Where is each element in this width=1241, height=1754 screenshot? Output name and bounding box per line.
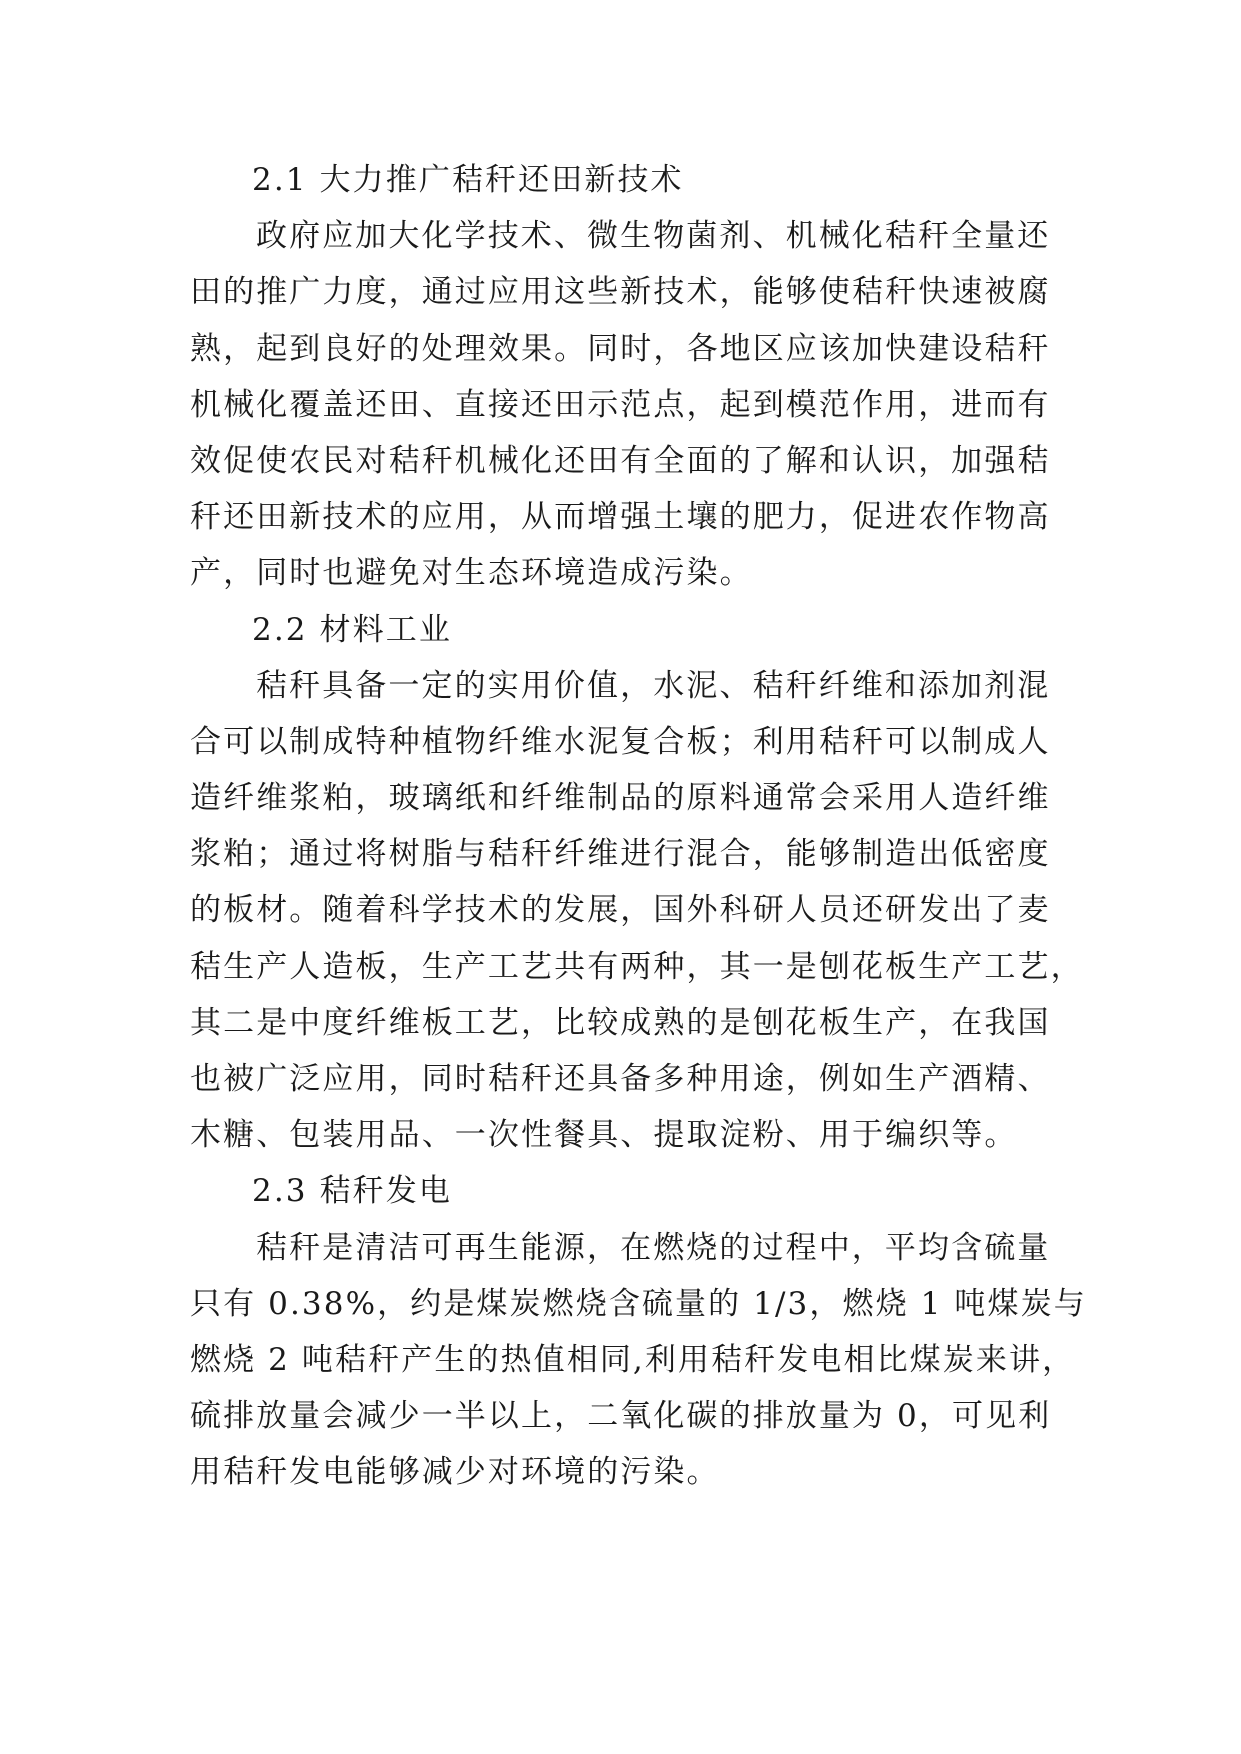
paragraph-line: 产，同时也避免对生态环境造成污染。 (190, 555, 753, 592)
paragraph-line: 燃烧 2 吨秸秆产生的热值相同,利用秸秆发电相比煤炭来讲， (190, 1341, 1076, 1378)
paragraph-line: 秸秆是清洁可再生能源，在燃烧的过程中，平均含硫量 (256, 1229, 1051, 1266)
section-heading: 2.3 秸秆发电 (252, 1173, 452, 1210)
paragraph-line: 其二是中度纤维板工艺，比较成熟的是刨花板生产，在我国 (190, 1004, 1051, 1041)
paragraph-line: 用秸秆发电能够减少对环境的污染。 (190, 1454, 720, 1491)
paragraph-line: 政府应加大化学技术、微生物菌剂、机械化秸秆全量还 (256, 218, 1051, 255)
paragraph-line: 的板材。随着科学技术的发展，国外科研人员还研发出了麦 (190, 892, 1051, 929)
section-heading: 2.2 材料工业 (252, 611, 452, 648)
paragraph-line: 也被广泛应用，同时秸秆还具备多种用途，例如生产酒精、 (190, 1061, 1051, 1097)
paragraph-line: 效促使农民对秸秆机械化还田有全面的了解和认识，加强秸 (190, 442, 1051, 479)
paragraph-line: 秸生产人造板，生产工艺共有两种，其一是刨花板生产工艺， (190, 948, 1084, 985)
paragraph-line: 机械化覆盖还田、直接还田示范点，起到模范作用，进而有 (190, 386, 1051, 423)
paragraph-line: 造纤维浆粕，玻璃纸和纤维制品的原料通常会采用人造纤维 (190, 780, 1051, 817)
paragraph-line: 硫排放量会减少一半以上，二氧化碳的排放量为 0，可见利 (190, 1398, 1052, 1435)
paragraph-line: 秆还田新技术的应用，从而增强土壤的肥力，促进农作物高 (190, 499, 1051, 536)
paragraph-line: 只有 0.38%，约是煤炭燃烧含硫量的 1/3，燃烧 1 吨煤炭与 (190, 1285, 1087, 1322)
document-body (190, 152, 1087, 1501)
paragraph-line: 熟，起到良好的处理效果。同时，各地区应该加快建设秸秆 (190, 330, 1051, 367)
paragraph-line: 木糖、包装用品、一次性餐具、提取淀粉、用于编织等。 (190, 1117, 1018, 1154)
paragraph-line: 浆粕；通过将树脂与秸秆纤维进行混合，能够制造出低密度 (190, 836, 1051, 873)
section-heading: 2.1 大力推广秸秆还田新技术 (252, 162, 684, 198)
paragraph-line: 秸秆具备一定的实用价值，水泥、秸秆纤维和添加剂混 (256, 667, 1051, 704)
paragraph-line: 合可以制成特种植物纤维水泥复合板；利用秸秆可以制成人 (190, 723, 1051, 760)
paragraph-line: 田的推广力度，通过应用这些新技术，能够使秸秆快速被腐 (190, 274, 1051, 311)
